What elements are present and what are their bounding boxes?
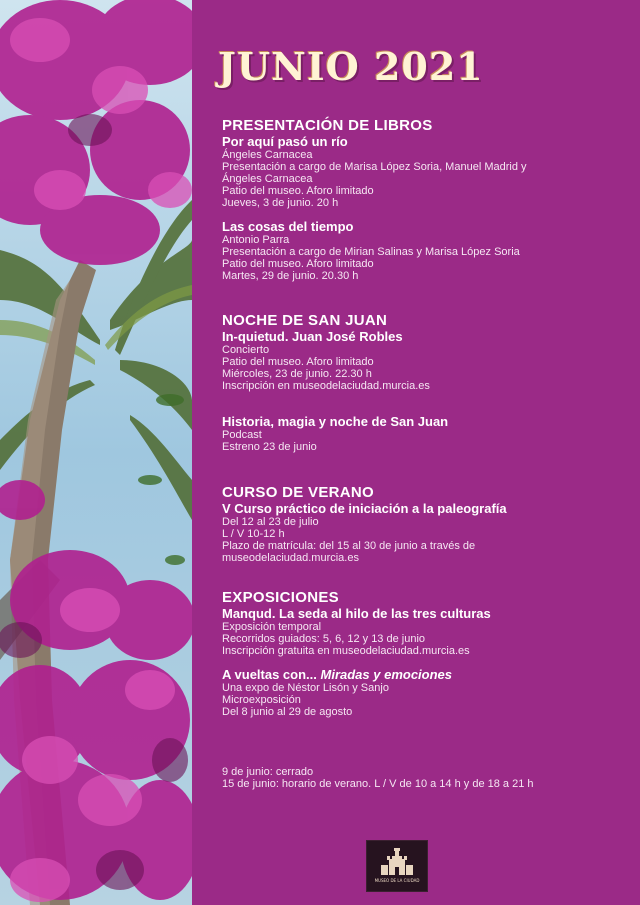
event-line: Presentación a cargo de Mirian Salinas y Marisa López Soria <box>222 246 520 258</box>
bougainvillea-photo <box>0 0 192 905</box>
section-curso <box>222 484 632 564</box>
event-line: Presentación a cargo de Marisa López Soria, Manuel Madrid y <box>222 161 527 173</box>
event-title: In-quietud. Juan José Robles <box>222 329 403 344</box>
event-line: Ángeles Carnacea <box>222 149 313 161</box>
event-line: Microexposición <box>222 694 301 706</box>
event-title: Historia, magia y noche de San Juan <box>222 414 449 429</box>
event-title: Manqud. La seda al hilo de las tres culturas <box>222 606 491 621</box>
event-line: museodelaciudad.murcia.es <box>222 552 359 564</box>
event-line: Patio del museo. Aforo limitado <box>222 185 374 197</box>
event-line: Martes, 29 de junio. 20.30 h <box>222 270 359 282</box>
event-title <box>222 667 632 682</box>
program-panel <box>192 0 640 905</box>
schedule-notices <box>222 766 534 790</box>
museum-logo <box>366 840 428 892</box>
event-line: Inscripción en museodelaciudad.murcia.es <box>222 380 430 392</box>
logo-label: MUSEO DE LA CIUDAD <box>374 878 420 883</box>
event-line: Jueves, 3 de junio. 20 h <box>222 197 339 209</box>
event-line: Podcast <box>222 429 262 441</box>
section-presentacion <box>222 117 632 282</box>
event-line: Antonio Parra <box>222 234 290 246</box>
event-title: Las cosas del tiempo <box>222 219 354 234</box>
event-line: Plazo de matrícula: del 15 al 30 de junio a través de <box>222 540 476 552</box>
page-title: JUNIO 2021 <box>218 44 484 89</box>
museum-castle-icon <box>367 843 427 883</box>
event-line: Del 12 al 23 de julio <box>222 516 319 528</box>
event-title: V Curso práctico de iniciación a la paleografía <box>222 501 507 516</box>
notice-line: 9 de junio: cerrado <box>222 766 314 778</box>
section-heading: CURSO DE VERANO <box>222 484 375 501</box>
section-heading: NOCHE DE SAN JUAN <box>222 312 388 329</box>
event-line: L / V 10-12 h <box>222 528 285 540</box>
section-heading: EXPOSICIONES <box>222 589 339 606</box>
event-line: Inscripción gratuita en museodelaciudad.murcia.es <box>222 645 470 657</box>
event-line: Una expo de Néstor Lisón y Sanjo <box>222 682 389 694</box>
event-title-italic: Miradas y emociones <box>320 667 452 682</box>
section-exposiciones <box>222 589 632 718</box>
event-line: Ángeles Carnacea <box>222 173 313 185</box>
event-line: Estreno 23 de junio <box>222 441 317 453</box>
section-heading: PRESENTACIÓN DE LIBROS <box>222 117 433 134</box>
event-line: Del 8 junio al 29 de agosto <box>222 706 353 718</box>
event-line: Patio del museo. Aforo limitado <box>222 356 374 368</box>
event-line: Miércoles, 23 de junio. 22.30 h <box>222 368 372 380</box>
section-sanjuan <box>222 312 632 453</box>
event-line: Concierto <box>222 344 270 356</box>
event-title-prefix: A vueltas con... <box>222 667 321 682</box>
notice-line: 15 de junio: horario de verano. L / V de 10 a 14 h y de 18 a 21 h <box>222 778 534 790</box>
event-line: Recorridos guiados: 5, 6, 12 y 13 de junio <box>222 633 426 645</box>
event-title: Por aquí pasó un río <box>222 134 348 149</box>
event-line: Exposición temporal <box>222 621 322 633</box>
event-line: Patio del museo. Aforo limitado <box>222 258 374 270</box>
